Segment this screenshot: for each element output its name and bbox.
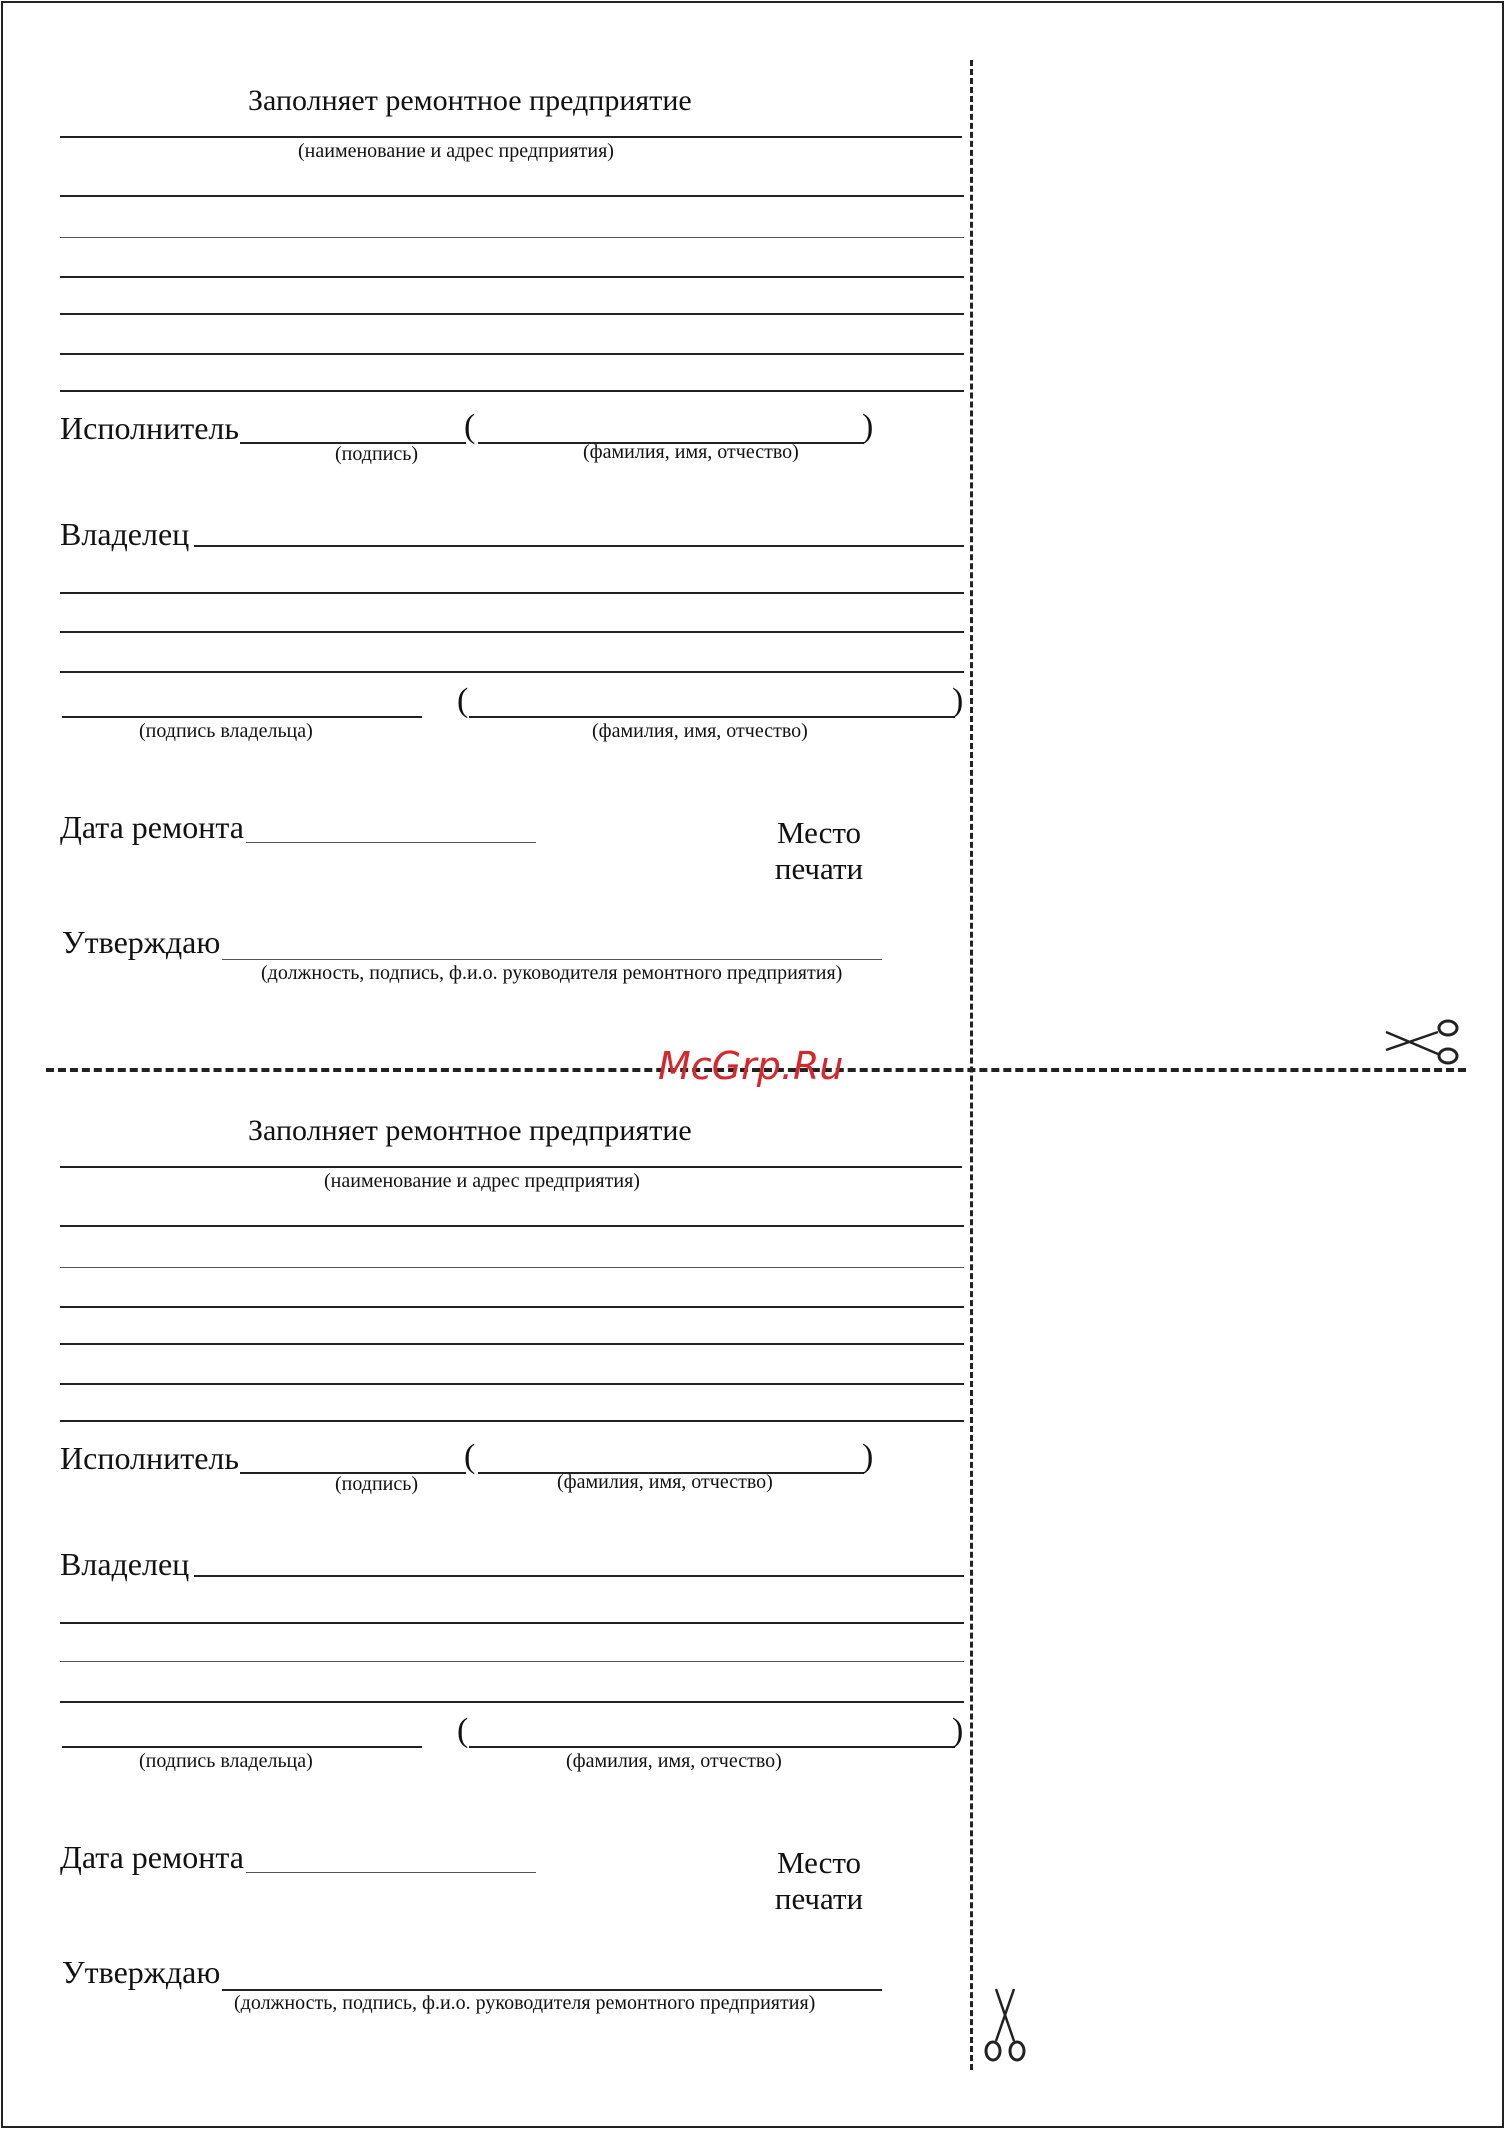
stamp-line-1: Место [776, 815, 862, 850]
stamp-place [760, 1845, 878, 1917]
owner-signature-hint: (подпись владельца) [139, 720, 313, 742]
enterprise-line[interactable] [60, 1420, 964, 1422]
form-heading: Заполняет ремонтное предприятие [248, 84, 692, 117]
owner-name-hint: (фамилия, имя, отчество) [566, 1750, 782, 1772]
enterprise-line[interactable] [60, 136, 962, 138]
enterprise-line[interactable] [60, 237, 964, 238]
vertical-cut-line [970, 60, 973, 2070]
paren-open: ( [457, 682, 469, 719]
owner-signature-hint: (подпись владельца) [139, 1750, 313, 1772]
owner-line[interactable] [194, 1575, 964, 1577]
watermark: McGrp.Ru [658, 1044, 844, 1088]
name-hint: (фамилия, имя, отчество) [583, 441, 799, 463]
approve-hint: (должность, подпись, ф.и.о. руководителя ремонтного предприятия) [234, 1992, 816, 2014]
owner-line[interactable] [60, 631, 964, 633]
enterprise-line[interactable] [60, 353, 964, 355]
executor-label: Исполнитель [60, 410, 239, 446]
enterprise-line[interactable] [60, 313, 964, 315]
form-copy-1 [0, 0, 1507, 1060]
owner-line[interactable] [60, 671, 964, 673]
approve-label: Утверждаю [62, 924, 221, 960]
enterprise-hint: (наименование и адрес предприятия) [298, 140, 614, 162]
enterprise-line[interactable] [60, 276, 964, 278]
enterprise-hint: (наименование и адрес предприятия) [324, 1170, 640, 1192]
owner-label: Владелец [60, 1546, 190, 1582]
enterprise-line[interactable] [60, 1306, 964, 1308]
owner-line[interactable] [60, 1701, 964, 1703]
approve-hint: (должность, подпись, ф.и.о. руководителя ремонтного предприятия) [261, 962, 843, 984]
executor-label: Исполнитель [60, 1440, 239, 1476]
owner-signature-line[interactable] [62, 716, 422, 718]
approve-line[interactable] [222, 959, 882, 960]
owner-line[interactable] [60, 1622, 964, 1624]
enterprise-line[interactable] [60, 195, 964, 197]
owner-line[interactable] [194, 545, 964, 547]
enterprise-line[interactable] [60, 1267, 964, 1268]
enterprise-line[interactable] [60, 390, 964, 392]
stamp-line-2: печати [774, 851, 864, 886]
approve-line[interactable] [222, 1989, 882, 1991]
owner-name-line[interactable] [469, 1746, 955, 1748]
form-copy-2 [0, 1070, 1507, 2130]
enterprise-line[interactable] [60, 1343, 964, 1345]
owner-line[interactable] [60, 1661, 964, 1662]
enterprise-line[interactable] [60, 1225, 964, 1227]
scissors-icon [982, 1985, 1028, 2065]
owner-name-line[interactable] [469, 716, 955, 718]
repair-date-line[interactable] [246, 842, 536, 843]
paren-close: ) [952, 1712, 964, 1749]
owner-signature-line[interactable] [62, 1746, 422, 1748]
paren-close: ) [862, 1438, 874, 1475]
repair-date-line[interactable] [246, 1872, 536, 1873]
stamp-line-2: печати [774, 1881, 864, 1916]
approve-label: Утверждаю [62, 1954, 221, 1990]
signature-hint: (подпись) [335, 443, 419, 465]
owner-line[interactable] [60, 592, 964, 594]
repair-date-label: Дата ремонта [60, 1839, 244, 1875]
scissors-icon [1382, 1018, 1462, 1066]
name-hint: (фамилия, имя, отчество) [557, 1471, 773, 1493]
enterprise-line[interactable] [60, 1166, 962, 1168]
paren-open: ( [457, 1712, 469, 1749]
owner-label: Владелец [60, 516, 190, 552]
paren-open: ( [464, 1438, 476, 1475]
stamp-place [760, 815, 878, 887]
repair-date-label: Дата ремонта [60, 809, 244, 845]
owner-name-hint: (фамилия, имя, отчество) [592, 720, 808, 742]
stamp-line-1: Место [776, 1845, 862, 1880]
paren-open: ( [464, 408, 476, 445]
paren-close: ) [862, 408, 874, 445]
paren-close: ) [952, 682, 964, 719]
enterprise-line[interactable] [60, 1383, 964, 1385]
signature-hint: (подпись) [335, 1473, 419, 1495]
form-heading: Заполняет ремонтное предприятие [248, 1114, 692, 1147]
